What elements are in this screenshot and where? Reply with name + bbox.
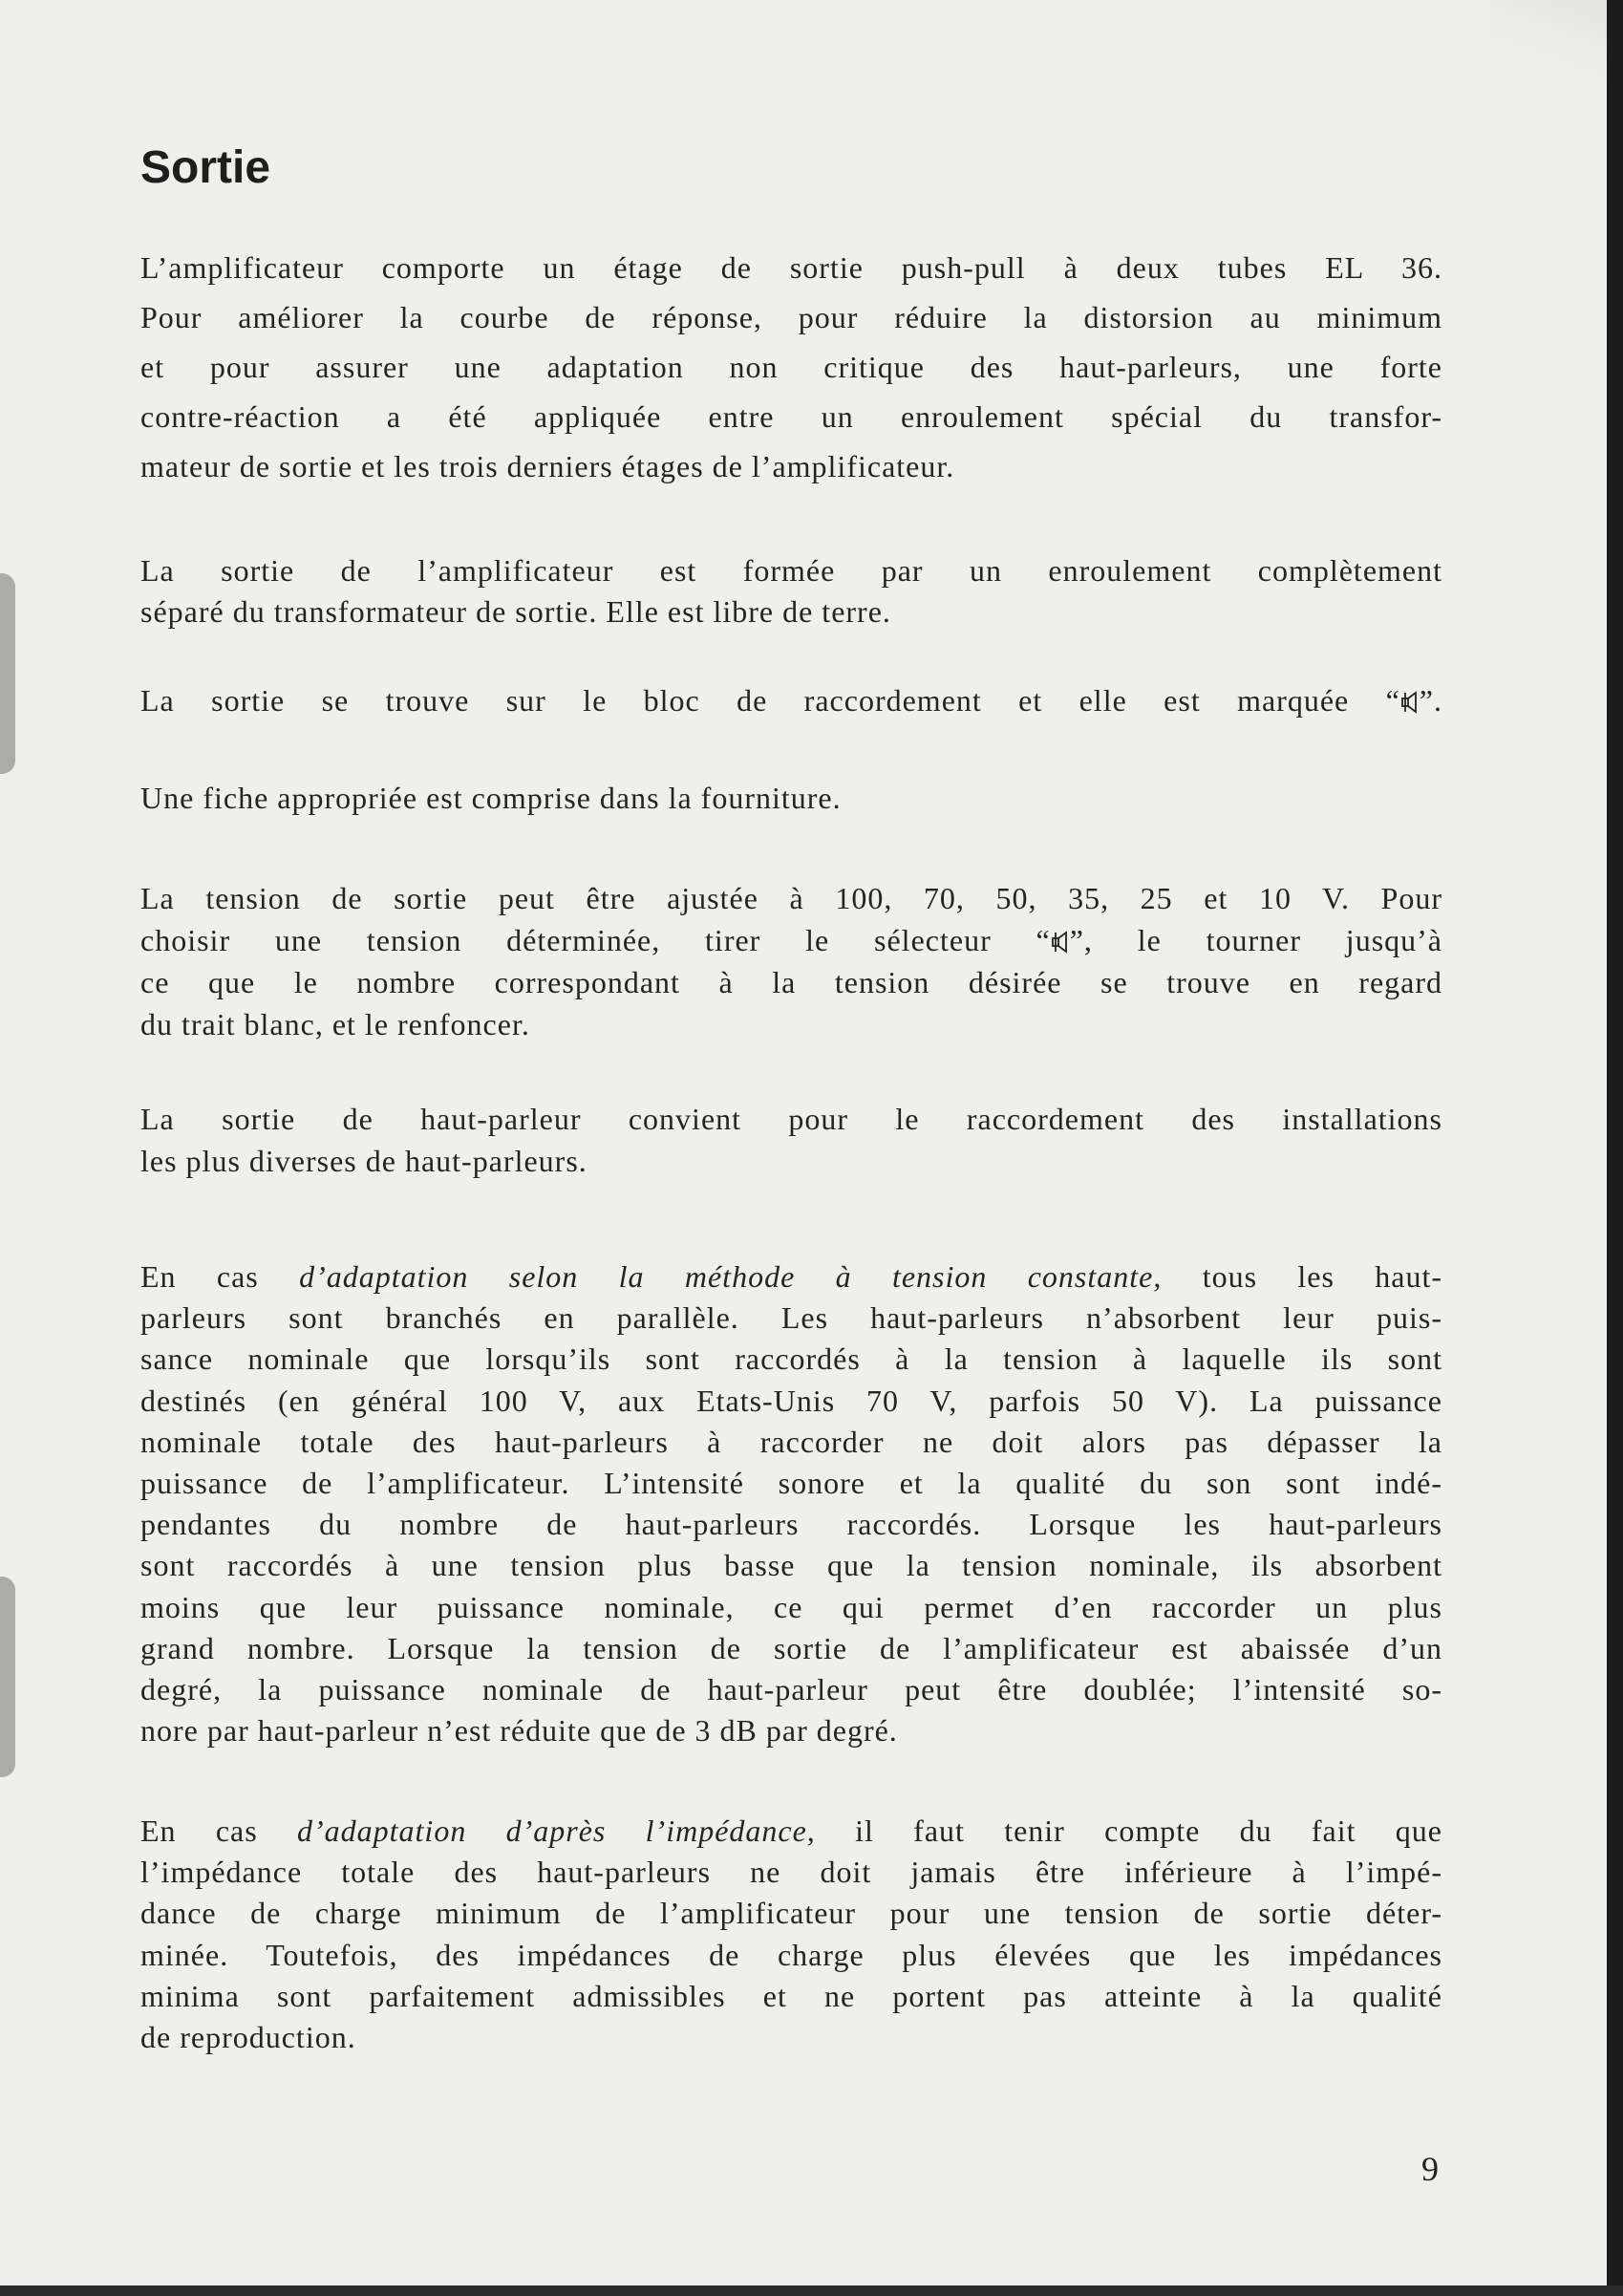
text-line — [140, 1463, 1442, 1504]
text-line — [140, 919, 1442, 961]
text-line — [140, 591, 1442, 633]
text-line — [140, 778, 1442, 819]
text-run: sont raccordés à une tension plus basse que la tension nominale, ils absorbent — [140, 1548, 1442, 1583]
text-run: tous les haut- — [1162, 1259, 1443, 1294]
text-line — [140, 550, 1442, 591]
text-line — [140, 1852, 1442, 1893]
paragraph-output-stage — [140, 243, 1442, 491]
text-run: les plus diverses de haut-parleurs. — [140, 1144, 587, 1178]
text-line — [140, 243, 1442, 292]
text-line — [140, 1140, 1442, 1182]
text-line — [140, 292, 1442, 342]
text-line — [140, 1504, 1442, 1545]
paragraph-speaker-installations — [140, 1098, 1442, 1182]
text-run: destinés (en général 100 V, aux Etats-Unis 70 V, parfois 50 V). La puissance — [140, 1383, 1442, 1418]
text-line — [140, 392, 1442, 441]
text-line — [140, 1381, 1442, 1422]
text-line — [140, 1256, 1442, 1298]
text-run: La tension de sortie peut être ajustée à 100, 70, 50, 35, 25 et 10 V. Pour — [140, 881, 1442, 915]
section-title: Sortie — [140, 142, 271, 193]
text-run: ”, le tourner jusqu’à — [1069, 923, 1443, 957]
text-line — [140, 877, 1442, 919]
text-line — [140, 1710, 1442, 1751]
text-line — [140, 1545, 1442, 1586]
text-line — [140, 1098, 1442, 1140]
paragraph-voltage-selector — [140, 877, 1442, 1045]
text-run: ce que le nombre correspondant à la tension désirée se trouve en regard — [140, 965, 1442, 999]
text-run: l’impédance totale des haut-parleurs ne doit jamais être inférieure à l’impé- — [140, 1855, 1442, 1890]
text-line — [140, 441, 1442, 491]
text-run: parleurs sont branchés en parallèle. Les haut-parleurs n’absorbent leur puis- — [140, 1300, 1442, 1336]
text-line — [140, 1976, 1442, 2017]
binder-hole-mark — [0, 1577, 15, 1777]
text-line — [140, 342, 1442, 392]
text-run: En cas — [140, 1813, 297, 1848]
text-run: contre-réaction a été appliquée entre un enroulement spécial du transfor- — [140, 399, 1442, 434]
text-line — [140, 1893, 1442, 1934]
text-run: La sortie de l’amplificateur est formée par un enroulement complètement — [140, 553, 1442, 588]
text-run: minée. Toutefois, des impédances de charge plus élevées que les impédances — [140, 1937, 1442, 1972]
text-run: choisir une tension déterminée, tirer le sélecteur “ — [140, 923, 1051, 957]
text-line — [140, 1628, 1442, 1669]
text-run: La sortie se trouve sur le bloc de raccordement et elle est marquée “ — [140, 683, 1400, 718]
text-run: de reproduction. — [140, 2020, 356, 2055]
text-run: L’amplificateur comporte un étage de sortie push-pull à deux tubes EL 36. — [140, 250, 1442, 285]
page-number: 9 — [1421, 2150, 1439, 2188]
text-run: du trait blanc, et le renfoncer. — [140, 1007, 530, 1041]
text-run: il faut tenir compte du fait que — [815, 1813, 1443, 1848]
italic-text: d’adaptation d’après l’impédance, — [296, 1813, 816, 1848]
text-line — [140, 1669, 1442, 1710]
text-run: La sortie de haut-parleur convient pour le raccordement des installations — [140, 1102, 1442, 1136]
text-run: pendantes du nombre de haut-parleurs raccordés. Lorsque les haut-parleurs — [140, 1507, 1442, 1542]
paragraph-plug-supplied — [140, 778, 1442, 819]
text-run: séparé du transformateur de sortie. Elle est libre de terre. — [140, 594, 891, 629]
text-run: minima sont parfaitement admissibles et ne portent pas atteinte à la qualité — [140, 1978, 1442, 2013]
paragraph-output-winding — [140, 550, 1442, 633]
text-line — [140, 1935, 1442, 1976]
scan-edge-right — [1607, 0, 1623, 2296]
page-corner-shadow — [1490, 0, 1607, 115]
text-run: ”. — [1419, 683, 1442, 718]
paragraph-impedance-matching — [140, 1811, 1442, 2058]
text-run: En cas — [140, 1259, 300, 1294]
speaker-icon — [1400, 683, 1420, 706]
text-line — [140, 1422, 1442, 1463]
text-run: nominale totale des haut-parleurs à raccorder ne doit alors pas dépasser la — [140, 1424, 1442, 1459]
binder-hole-mark — [0, 573, 15, 774]
text-run: Une fiche appropriée est comprise dans la fourniture. — [140, 781, 842, 815]
text-line — [140, 680, 1442, 721]
text-run: grand nombre. Lorsque la tension de sortie de l’amplificateur est abaissée d’un — [140, 1630, 1442, 1665]
text-run: moins que leur puissance nominale, ce qui permet d’en raccorder un plus — [140, 1589, 1442, 1624]
text-line — [140, 1339, 1442, 1380]
italic-text: d’adaptation selon la méthode à tension constante, — [299, 1259, 1163, 1294]
text-line — [140, 1003, 1442, 1045]
text-line — [140, 961, 1442, 1003]
text-run: dance de charge minimum de l’amplificateur pour une tension de sortie déter- — [140, 1896, 1442, 1931]
text-run: puissance de l’amplificateur. L’intensité sonore et la qualité du son sont indé- — [140, 1466, 1442, 1501]
text-line — [140, 1811, 1442, 1852]
text-run: et pour assurer une adaptation non critique des haut-parleurs, une forte — [140, 350, 1442, 384]
text-run: nore par haut-parleur n’est réduite que de 3 dB par degré. — [140, 1713, 898, 1749]
paragraph-constant-voltage — [140, 1256, 1442, 1751]
text-run: mateur de sortie et les trois derniers étages de l’amplificateur. — [140, 449, 955, 483]
text-line — [140, 2017, 1442, 2058]
scan-edge-bottom — [0, 2285, 1623, 2296]
text-run: sance nominale que lorsqu’ils sont raccordés à la tension à laquelle ils sont — [140, 1341, 1442, 1377]
text-line — [140, 1587, 1442, 1628]
text-line — [140, 1298, 1442, 1339]
text-run: Pour améliorer la courbe de réponse, pour réduire la distorsion au minimum — [140, 300, 1442, 334]
speaker-icon — [1051, 922, 1070, 945]
paragraph-output-marking — [140, 680, 1442, 721]
text-run: degré, la puissance nominale de haut-parleur peut être doublée; l’intensité so- — [140, 1672, 1442, 1707]
